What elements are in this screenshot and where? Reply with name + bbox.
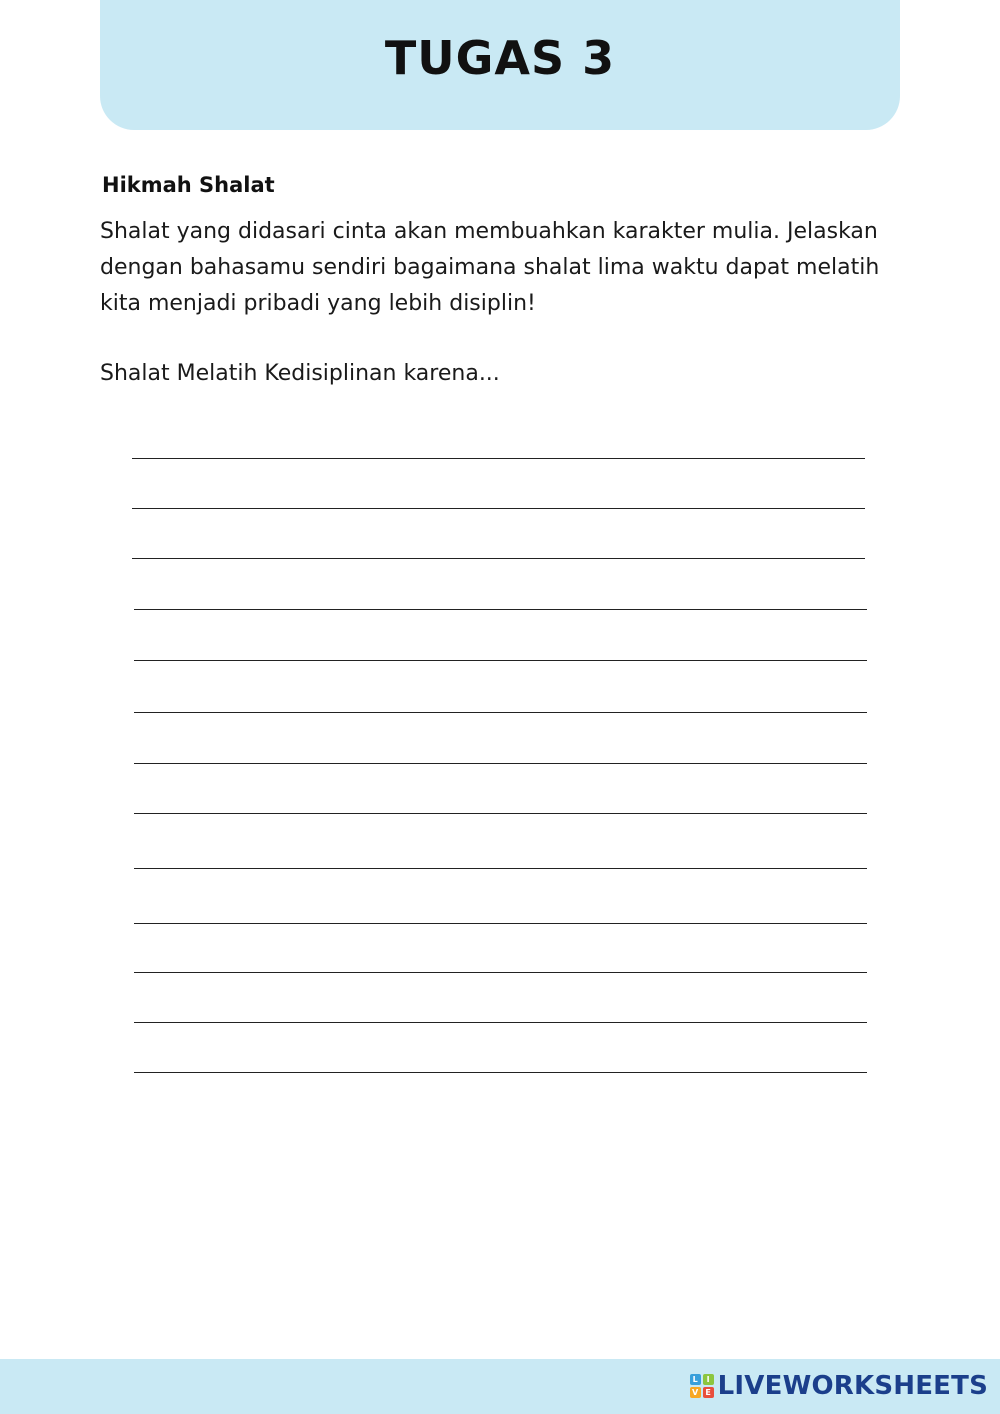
answer-line[interactable] [134, 609, 867, 610]
answer-line[interactable] [134, 972, 867, 973]
answer-line[interactable] [132, 458, 865, 459]
answer-line[interactable] [134, 660, 867, 661]
answer-line[interactable] [134, 868, 867, 869]
section-heading: Hikmah Shalat [102, 173, 275, 197]
page-title: TUGAS 3 [384, 31, 616, 85]
footer-band [0, 1359, 1000, 1414]
answer-line[interactable] [134, 712, 867, 713]
answer-line[interactable] [132, 508, 865, 509]
answer-prompt: Shalat Melatih Kedisiplinan karena... [100, 361, 500, 386]
answer-line[interactable] [134, 1072, 867, 1073]
brand-mark-letter: L [690, 1374, 701, 1385]
brand-mark-icon [690, 1374, 714, 1398]
instruction-text: Shalat yang didasari cinta akan membuahkan karakter mulia. Jelaskan dengan bahasamu sendiri bagaimana shalat lima waktu dapat melatih kita menjadi pribadi yang lebih disiplin! [100, 219, 880, 316]
answer-line[interactable] [134, 1022, 867, 1023]
liveworksheets-logo[interactable] [690, 1371, 988, 1401]
brand-mark-letter: I [703, 1374, 714, 1385]
brand-mark-letter: V [690, 1387, 701, 1398]
brand-text: LIVEWORKSHEETS [717, 1371, 988, 1401]
answer-line[interactable] [134, 763, 867, 764]
header-banner [100, 0, 900, 130]
brand-mark-letter: E [703, 1387, 714, 1398]
answer-line[interactable] [134, 813, 867, 814]
answer-line[interactable] [134, 923, 867, 924]
answer-line[interactable] [132, 558, 865, 559]
